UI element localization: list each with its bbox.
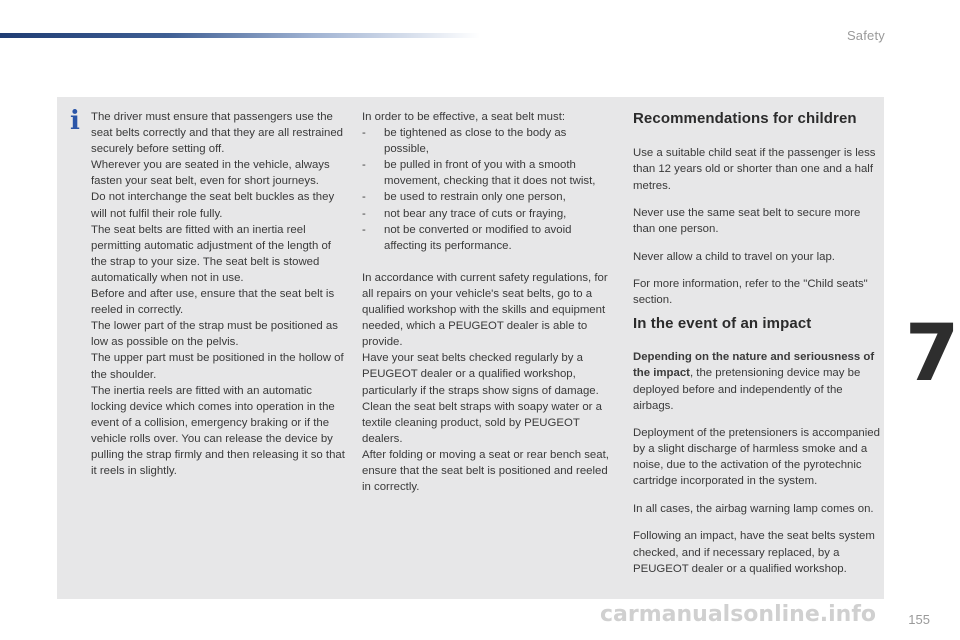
dash-marker: - (362, 207, 366, 220)
impact-line: Following an impact, have the seat belts system checked, and if necessary replaced, by a PEUGEOT dealer or a qualified workshop. (633, 530, 875, 575)
impact-heading: In the event of an impact (633, 315, 812, 332)
info-paragraph: The seat belts are fitted with an inertia reel permitting automatic adjustment of the length of the strap to your size. The seat belt is stowed automatically when not in use. (91, 223, 331, 284)
maintenance-paragraph: Clean the seat belt straps with soapy water or a textile cleaning product, sold by PEUGEOT dealers. (362, 400, 602, 445)
recommendations-heading: Recommendations for children (633, 110, 857, 127)
list-item (362, 125, 614, 157)
maintenance-paragraph: Have your seat belts checked regularly by a PEUGEOT dealer or a qualified workshop, particularly if the straps show signs of damage. (362, 352, 599, 397)
recommendation-line: For more information, refer to the "Child seats" section. (633, 278, 868, 307)
section-label: Safety (846, 28, 885, 43)
list-item (362, 189, 614, 205)
list-item-text: not be converted or modified to avoid affecting its performance. (384, 223, 572, 252)
info-column (91, 109, 347, 479)
info-paragraph: Do not interchange the seat belt buckles as they will not fulfil their role fully. (91, 191, 335, 220)
dash-marker: - (362, 159, 366, 172)
impact-line: Deployment of the pretensioners is accompanied by a slight discharge of harmless smoke and a noise, due to the activation of the pyrotechnic cartridge incorporated in the system. (633, 427, 880, 488)
info-paragraph: Before and after use, ensure that the seat belt is reeled in correctly. (91, 288, 335, 317)
info-paragraph: Wherever you are seated in the vehicle, always fasten your seat belt, even for short journeys. (91, 159, 330, 188)
info-paragraph: The inertia reels are fitted with an automatic locking device which comes into operation in the event of a collision, emergency braking or if the vehicle rolls over. You can release the device by pulling the strap firmly and then releasing it so that it reels in slightly. (91, 384, 345, 478)
maintenance-paragraph: In accordance with current safety regulations, for all repairs on your vehicle's seat belts, go to a qualified workshop with the skills and equipment needed, which a PEUGEOT dealer is able to provide. (362, 271, 608, 349)
spacer (362, 254, 614, 270)
dash-marker: - (362, 127, 366, 140)
list-item (362, 206, 614, 222)
requirements-list (362, 125, 614, 254)
chapter-number: 7 (905, 309, 960, 399)
seat-belt-requirements-column (362, 109, 614, 495)
list-item (362, 157, 614, 189)
recommendations-body (633, 134, 883, 320)
recommendation-line: Use a suitable child seat if the passenger is less than 12 years old or shorter than one and a half metres. (633, 147, 876, 192)
impact-lead-rest: , the pretensioning device may be deployed before and independently of the airbags. (633, 367, 861, 412)
dash-marker: - (362, 191, 366, 204)
dash-marker: - (362, 223, 366, 236)
impact-lead (633, 349, 881, 413)
info-icon: i (70, 106, 80, 136)
recommendation-line: Never allow a child to travel on your lap. (633, 250, 835, 263)
list-item-text: be tightened as close to the body as possible, (384, 127, 567, 156)
page-number: 155 (908, 612, 930, 627)
list-item-text: not bear any trace of cuts or fraying, (384, 207, 567, 220)
list-item-text: be used to restrain only one person, (384, 191, 566, 204)
list-item-text: be pulled in front of you with a smooth movement, checking that it does not twist, (384, 159, 596, 188)
info-paragraph: The upper part must be positioned in the hollow of the shoulder. (91, 352, 344, 381)
list-item (362, 222, 614, 254)
info-paragraph: The lower part of the strap must be positioned as low as possible on the pelvis. (91, 320, 338, 349)
maintenance-paragraph: After folding or moving a seat or rear bench seat, ensure that the seat belt is positioned and reeled in correctly. (362, 448, 609, 494)
watermark: carmanualsonline.info (600, 602, 876, 627)
impact-line: In all cases, the airbag warning lamp comes on. (633, 502, 874, 515)
requirements-intro: In order to be effective, a seat belt must: (362, 111, 566, 123)
recommendation-line: Never use the same seat belt to secure more than one person. (633, 207, 861, 236)
info-paragraph: The driver must ensure that passengers use the seat belts correctly and that they are all restrained securely before setting off. (91, 111, 343, 156)
header-accent-bar (0, 33, 480, 38)
impact-lead-bold: Depending on the nature and seriousness of the impact (633, 351, 875, 380)
impact-body (633, 338, 881, 588)
